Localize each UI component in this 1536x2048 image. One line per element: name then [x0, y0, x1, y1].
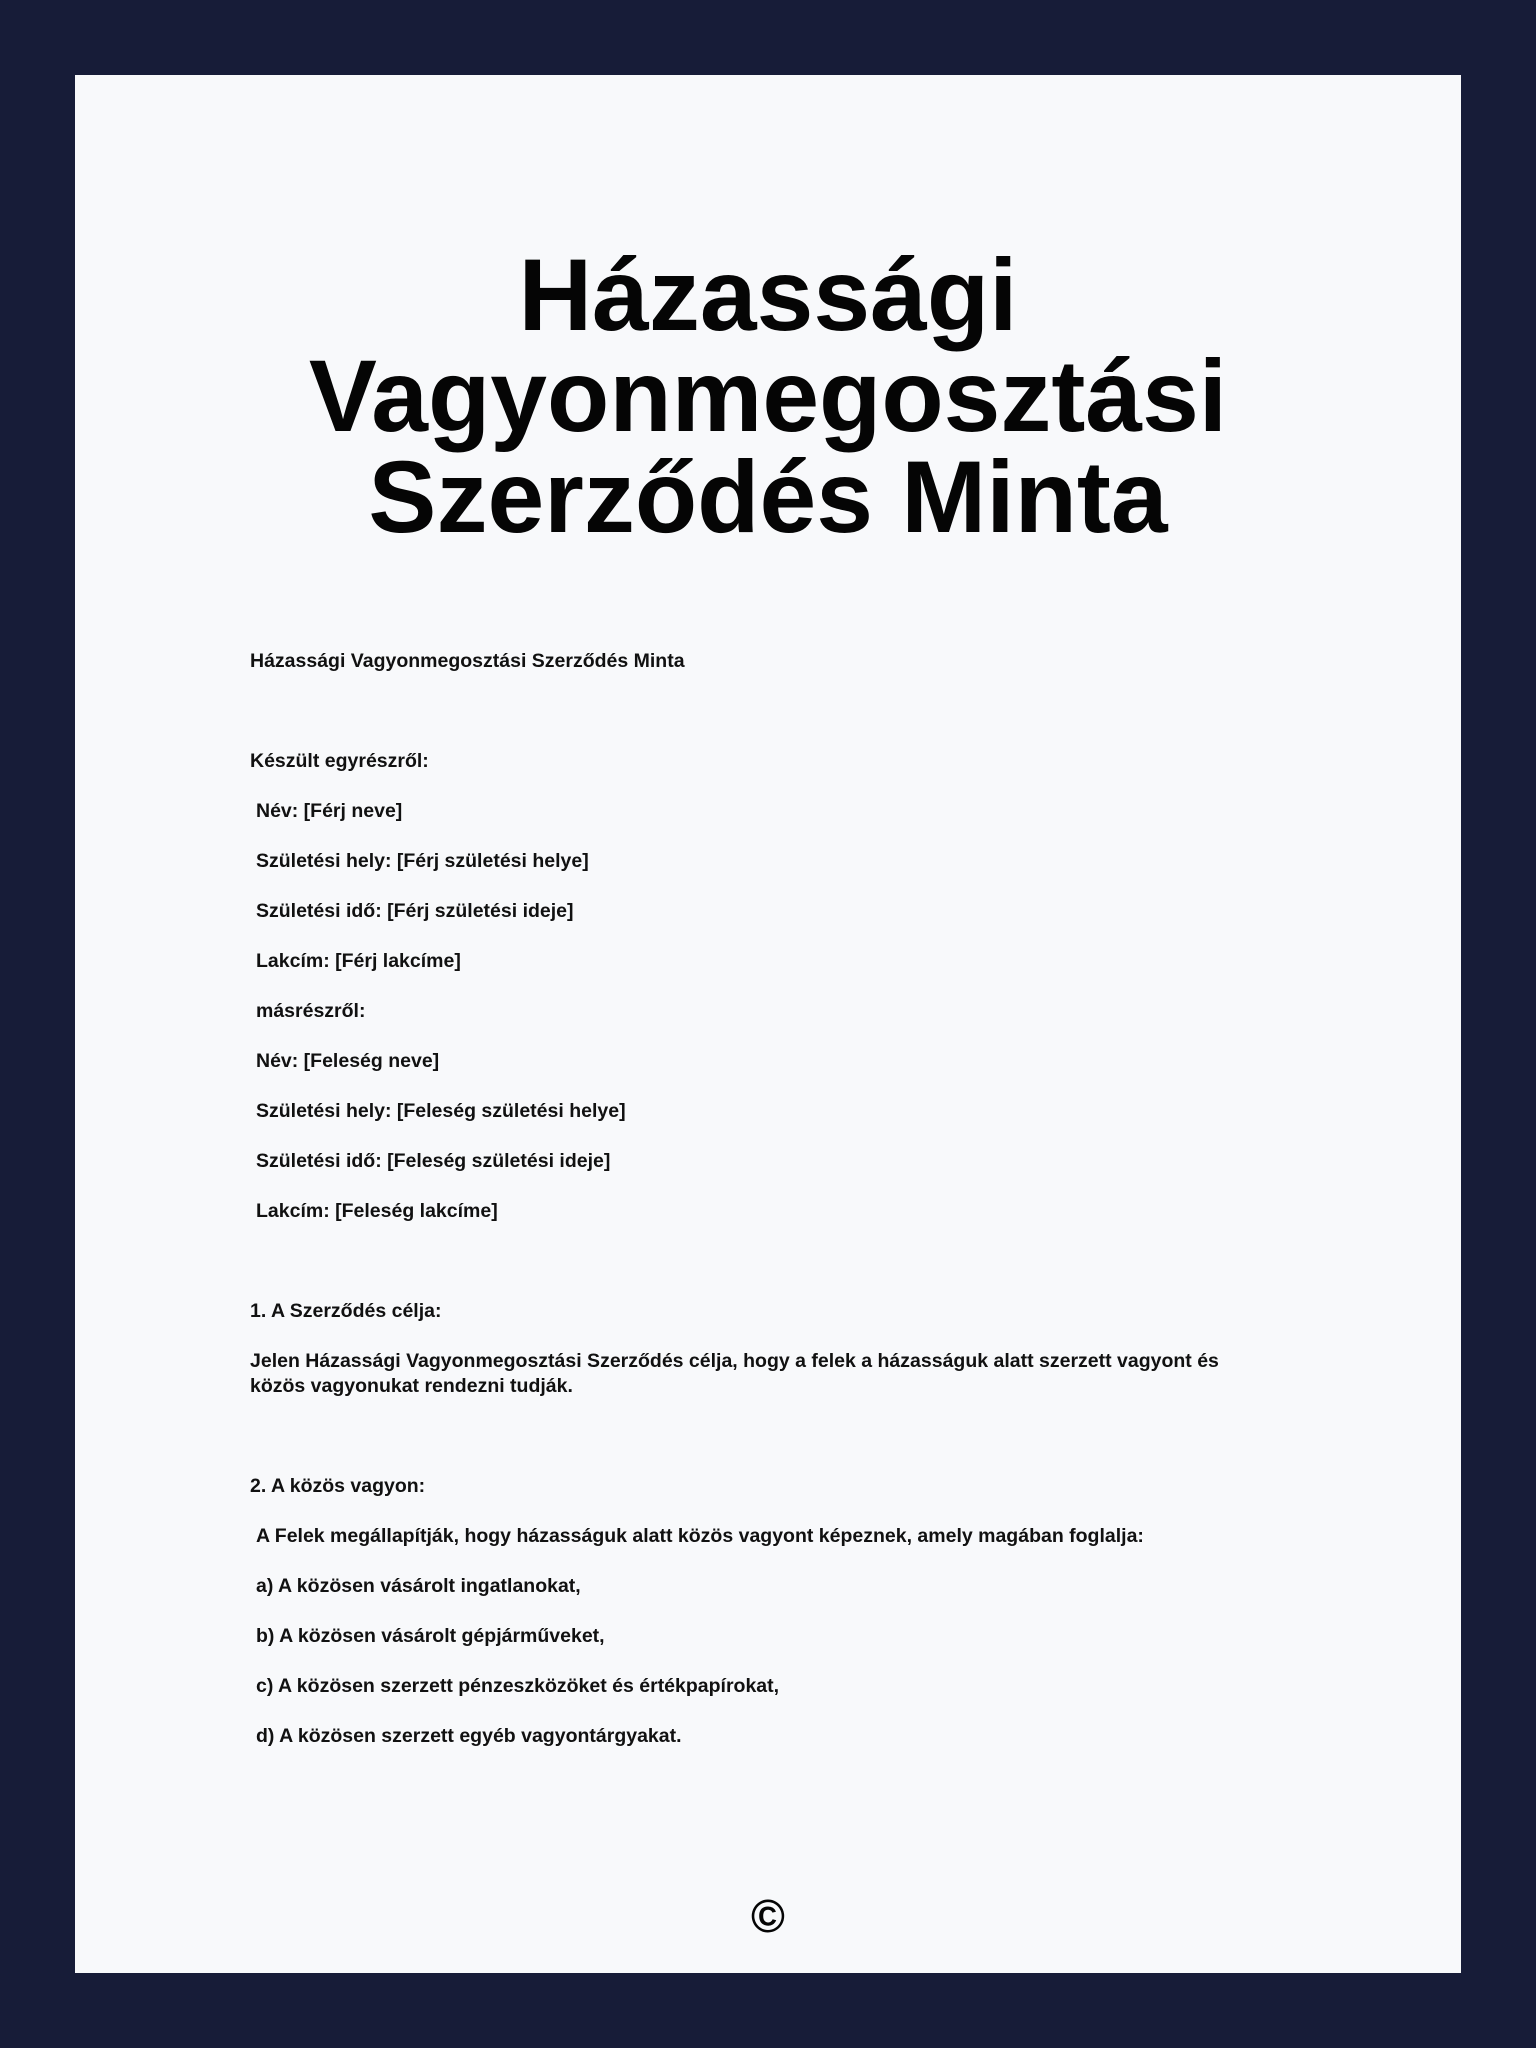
party2-birthdate: Születési idő: [Feleség születési ideje]: [256, 1150, 611, 1172]
section2-heading: 2. A közös vagyon:: [250, 1475, 426, 1497]
section2-intro: A Felek megállapítják, hogy házasságuk alatt közös vagyont képeznek, amely magában foglalja:: [256, 1525, 1144, 1547]
party1-name: Név: [Férj neve]: [256, 800, 403, 822]
party2-birthplace: Születési hely: [Feleség születési helye]: [256, 1100, 626, 1122]
section2-item-b: b) A közösen vásárolt gépjárműveket,: [256, 1625, 605, 1647]
party1-birthplace: Születési hely: [Férj születési helye]: [256, 850, 589, 872]
copyright-symbol: ©: [751, 1890, 785, 1942]
title-line-2: Vagyonmegosztási: [308, 339, 1228, 453]
title-line-3: Szerződés Minta: [368, 440, 1168, 554]
document-title: [75, 238, 1461, 554]
title-line-1: Házassági: [518, 238, 1018, 352]
document-subtitle: Házassági Vagyonmegosztási Szerződés Minta: [250, 650, 685, 672]
section1-heading: 1. A Szerződés célja:: [250, 1300, 442, 1322]
party2-address: Lakcím: [Feleség lakcíme]: [256, 1200, 498, 1222]
section2-item-d: d) A közösen szerzett egyéb vagyontárgyakat.: [256, 1725, 682, 1747]
party2-intro: másrészről:: [256, 1000, 366, 1022]
party1-birthdate: Születési idő: [Férj születési ideje]: [256, 900, 574, 922]
party1-address: Lakcím: [Férj lakcíme]: [256, 950, 461, 972]
document-page: [75, 75, 1461, 1973]
section2-item-c: c) A közösen szerzett pénzeszközöket és értékpapírokat,: [256, 1675, 780, 1697]
party2-name: Név: [Feleség neve]: [256, 1050, 440, 1072]
section1-body: Jelen Házassági Vagyonmegosztási Szerződés célja, hogy a felek a házasságuk alatt szerzett vagyont és közös vagyonukat rendezni tudják.: [250, 1350, 1219, 1397]
section2-item-a: a) A közösen vásárolt ingatlanokat,: [256, 1575, 581, 1597]
party1-intro: Készült egyrészről:: [250, 750, 429, 772]
